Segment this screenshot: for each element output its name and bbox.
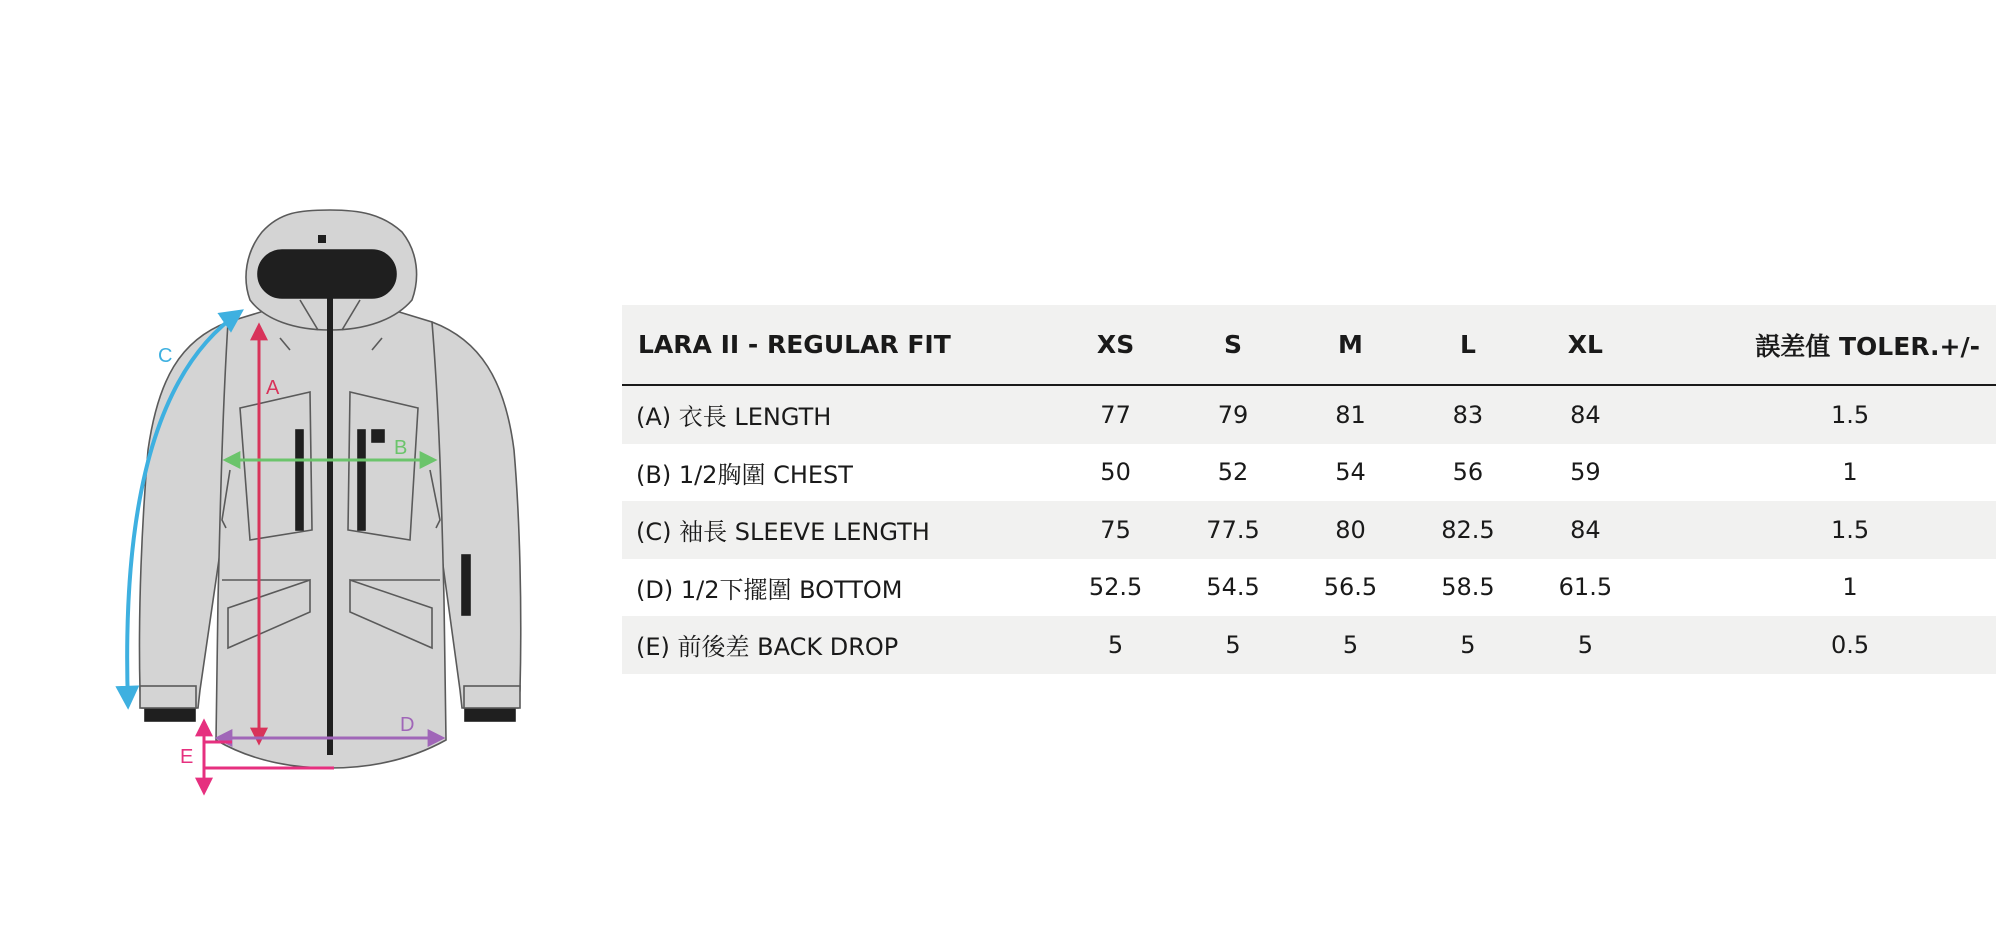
- table-cell: 56.5: [1323, 573, 1378, 602]
- size-header-l: L: [1459, 330, 1476, 359]
- table-cell: 56: [1452, 458, 1484, 487]
- table-cell: 50: [1100, 458, 1131, 487]
- row-label-sleeve-length: (C) 袖長 SLEEVE LENGTH: [636, 518, 930, 547]
- table-row: [622, 386, 1996, 444]
- table-row: [622, 501, 1996, 559]
- row-label-back-drop: (E) 前後差 BACK DROP: [636, 633, 899, 662]
- size-header-xs: XS: [1096, 330, 1135, 359]
- jacket-illustration: [139, 210, 520, 768]
- table-row: [622, 559, 1996, 617]
- table-cell: 5: [1107, 630, 1124, 659]
- table-cell: 5: [1460, 630, 1476, 659]
- table-cell: 52: [1217, 458, 1249, 487]
- jacket-measurement-diagram: [0, 0, 600, 947]
- table-row: [622, 444, 1996, 502]
- left-cuff: [145, 708, 195, 721]
- right-cuff: [465, 708, 515, 721]
- table-cell: 81: [1335, 400, 1366, 429]
- table-cell: 58.5: [1441, 573, 1495, 602]
- row-label-chest: (B) 1/2胸圍 CHEST: [636, 460, 853, 489]
- table-cell: 59: [1570, 458, 1601, 487]
- table-cell: 77: [1100, 400, 1131, 429]
- table-cell: 80: [1335, 515, 1366, 544]
- tolerance-cell: 1: [1842, 573, 1858, 602]
- row-label-length: (A) 衣長 LENGTH: [636, 403, 832, 432]
- table-cell: 54.5: [1206, 573, 1260, 602]
- table-cell: 84: [1570, 400, 1601, 429]
- marker-e: E: [180, 746, 194, 768]
- table-cell: 84: [1570, 515, 1601, 544]
- table-cell: 75: [1100, 515, 1131, 544]
- table-cell: 5: [1577, 630, 1594, 659]
- table-title: LARA II - REGULAR FIT: [638, 330, 951, 359]
- size-header-s: S: [1224, 330, 1243, 359]
- table-cell: 77.5: [1206, 515, 1260, 544]
- marker-b: B: [394, 437, 408, 459]
- table-cell: 82.5: [1441, 515, 1495, 544]
- size-chart-table: [622, 305, 1996, 674]
- size-header-m: M: [1338, 330, 1363, 359]
- table-cell: 79: [1217, 400, 1249, 429]
- tolerance-cell: 1.5: [1830, 400, 1870, 429]
- table-cell: 61.5: [1558, 573, 1613, 602]
- marker-a: A: [266, 377, 280, 399]
- table-cell: 5: [1342, 630, 1359, 659]
- table-cell: 52.5: [1088, 573, 1143, 602]
- marker-c: C: [158, 345, 173, 367]
- row-label-bottom: (D) 1/2下擺圍 BOTTOM: [636, 575, 903, 604]
- table-cell: 83: [1452, 400, 1484, 429]
- table-cell: 54: [1335, 458, 1366, 487]
- size-header-xl: XL: [1567, 330, 1603, 359]
- marker-d: D: [400, 714, 415, 736]
- table-cell: 5: [1225, 630, 1241, 659]
- left-chest-zip: [296, 430, 303, 530]
- tolerance-header: 誤差值 TOLER.+/-: [1755, 331, 1980, 361]
- table-header-row: [622, 305, 1996, 386]
- tolerance-cell: 1.5: [1830, 515, 1870, 544]
- right-chest-zip: [358, 430, 365, 530]
- table-row: [622, 616, 1996, 674]
- tolerance-cell: 0.5: [1830, 630, 1870, 659]
- tolerance-cell: 1: [1842, 458, 1858, 487]
